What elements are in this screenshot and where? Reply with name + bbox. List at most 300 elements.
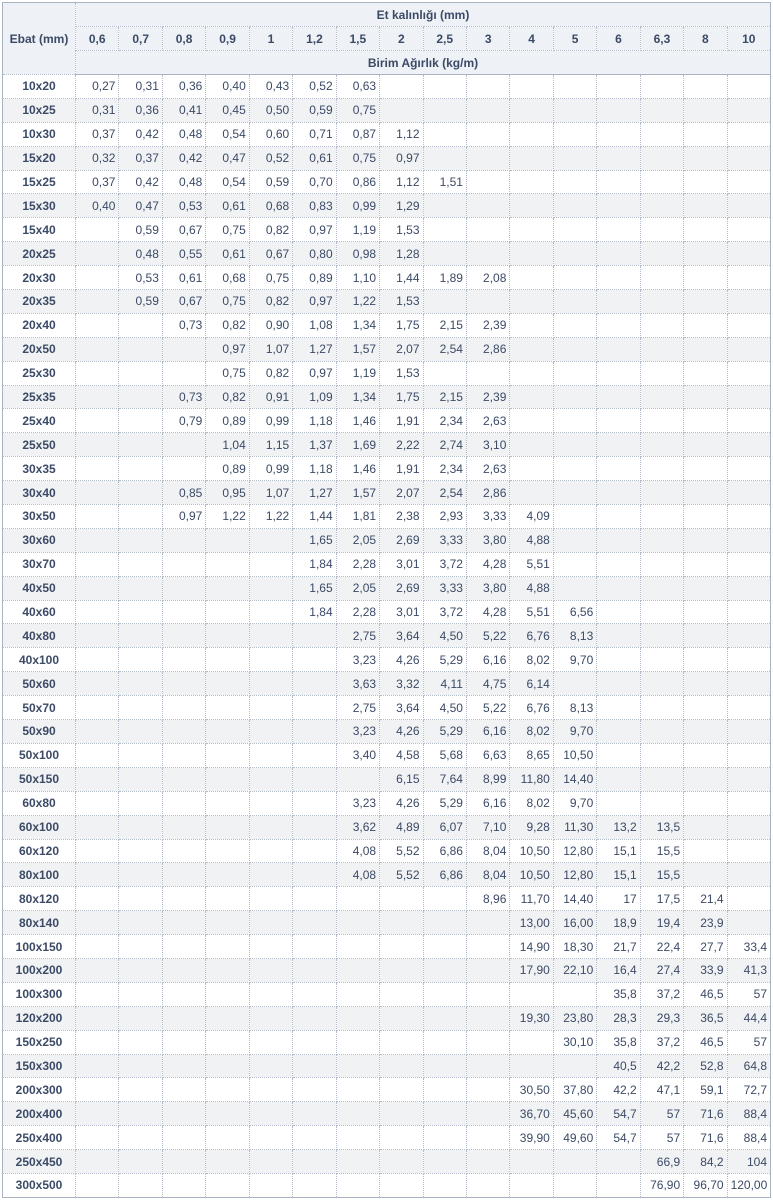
weight-cell: [640, 720, 683, 744]
weight-cell: 1,81: [336, 505, 379, 529]
weight-cell: 5,68: [423, 743, 466, 767]
weight-cell: 1,65: [293, 528, 336, 552]
thickness-header-cell: 0,6: [76, 27, 119, 51]
weight-cell: [727, 743, 770, 767]
weight-cell: [206, 815, 249, 839]
weight-cell: 4,09: [510, 505, 553, 529]
table-row: [3, 1173, 771, 1197]
table-row: [3, 911, 771, 935]
weight-cell: 19,30: [510, 1006, 553, 1030]
weight-cell: 4,08: [336, 863, 379, 887]
weight-cell: 3,32: [380, 672, 423, 696]
size-cell: 80x140: [3, 911, 76, 935]
weight-cell: 18,9: [597, 911, 640, 935]
weight-cell: 3,80: [466, 528, 509, 552]
weight-cell: 0,97: [293, 361, 336, 385]
weight-cell: [380, 1054, 423, 1078]
weight-cell: [640, 170, 683, 194]
weight-cell: [293, 1054, 336, 1078]
weight-cell: [336, 911, 379, 935]
table-row: [3, 815, 771, 839]
weight-cell: 0,60: [249, 122, 292, 146]
weight-cell: 2,15: [423, 385, 466, 409]
weight-cell: 1,91: [380, 457, 423, 481]
weight-cell: 1,44: [293, 505, 336, 529]
weight-cell: 1,46: [336, 457, 379, 481]
weight-cell: [119, 696, 162, 720]
weight-cell: [206, 958, 249, 982]
weight-cell: [162, 576, 205, 600]
weight-cell: 1,18: [293, 457, 336, 481]
weight-cell: 0,50: [249, 98, 292, 122]
weight-cell: [162, 552, 205, 576]
weight-cell: 0,95: [206, 481, 249, 505]
weight-cell: [640, 337, 683, 361]
weight-cell: [553, 337, 596, 361]
weight-cell: [727, 767, 770, 791]
weight-cell: 0,75: [249, 266, 292, 290]
size-cell: 150x250: [3, 1030, 76, 1054]
weight-cell: [423, 982, 466, 1006]
weight-cell: 0,97: [162, 505, 205, 529]
weight-cell: [380, 75, 423, 99]
size-cell: 40x100: [3, 648, 76, 672]
weight-cell: [684, 242, 727, 266]
weight-cell: [466, 982, 509, 1006]
weight-cell: [423, 290, 466, 314]
weight-cell: 5,22: [466, 696, 509, 720]
weight-cell: 2,07: [380, 481, 423, 505]
weight-cell: [119, 337, 162, 361]
weight-cell: [640, 290, 683, 314]
weight-cell: [684, 791, 727, 815]
size-cell: 25x40: [3, 409, 76, 433]
weight-cell: [76, 839, 119, 863]
weight-cell: [727, 863, 770, 887]
weight-cell: 29,3: [640, 1006, 683, 1030]
weight-cell: [76, 409, 119, 433]
table-row: [3, 146, 771, 170]
weight-cell: [162, 1030, 205, 1054]
weight-cell: [119, 433, 162, 457]
weight-cell: 71,6: [684, 1102, 727, 1126]
weight-cell: 2,39: [466, 313, 509, 337]
weight-cell: [684, 122, 727, 146]
weight-cell: 2,22: [380, 433, 423, 457]
weight-cell: 3,23: [336, 791, 379, 815]
weight-cell: [510, 98, 553, 122]
weight-cell: 1,34: [336, 385, 379, 409]
weight-cell: [119, 839, 162, 863]
weight-cell: [336, 767, 379, 791]
weight-cell: [640, 457, 683, 481]
weight-cell: [206, 528, 249, 552]
weight-cell: [553, 75, 596, 99]
weight-cell: 1,75: [380, 313, 423, 337]
weight-cell: [249, 1030, 292, 1054]
weight-cell: [249, 600, 292, 624]
weight-cell: [684, 815, 727, 839]
weight-cell: 1,65: [293, 576, 336, 600]
thickness-header-cell: 6: [597, 27, 640, 51]
weight-cell: [640, 313, 683, 337]
table-row: [3, 266, 771, 290]
weight-cell: 1,19: [336, 361, 379, 385]
weight-cell: [206, 911, 249, 935]
weight-cell: 2,75: [336, 696, 379, 720]
weight-cell: [553, 552, 596, 576]
weight-cell: 0,59: [293, 98, 336, 122]
weight-cell: [553, 1150, 596, 1174]
weight-cell: [249, 672, 292, 696]
weight-cell: [553, 194, 596, 218]
weight-cell: [76, 337, 119, 361]
table-row: [3, 170, 771, 194]
weight-cell: [380, 1173, 423, 1197]
weight-cell: 6,63: [466, 743, 509, 767]
weight-cell: 0,97: [380, 146, 423, 170]
weight-cell: [727, 839, 770, 863]
weight-cell: 0,82: [206, 313, 249, 337]
weight-cell: 84,2: [684, 1150, 727, 1174]
size-column-header: Ebat (mm): [3, 3, 76, 75]
weight-cell: 1,27: [293, 481, 336, 505]
size-cell: 200x400: [3, 1102, 76, 1126]
weight-cell: [119, 1126, 162, 1150]
weight-cell: 2,07: [380, 337, 423, 361]
weight-cell: [76, 958, 119, 982]
weight-cell: [206, 982, 249, 1006]
weight-cell: [249, 624, 292, 648]
weight-cell: [293, 648, 336, 672]
weight-cell: [293, 1173, 336, 1197]
weight-cell: [423, 75, 466, 99]
size-cell: 15x40: [3, 218, 76, 242]
weight-cell: 1,44: [380, 266, 423, 290]
weight-cell: [553, 122, 596, 146]
weight-cell: [249, 1102, 292, 1126]
weight-cell: 0,80: [293, 242, 336, 266]
weight-cell: [206, 887, 249, 911]
weight-cell: [293, 791, 336, 815]
weight-cell: [119, 528, 162, 552]
weight-cell: [640, 146, 683, 170]
weight-cell: [162, 1102, 205, 1126]
weight-cell: [76, 1078, 119, 1102]
table-row: [3, 481, 771, 505]
weight-cell: 0,91: [249, 385, 292, 409]
weight-cell: 5,52: [380, 863, 423, 887]
weight-cell: [727, 648, 770, 672]
weight-cell: [553, 505, 596, 529]
weight-cell: [684, 170, 727, 194]
weight-cell: [510, 457, 553, 481]
weight-cell: 0,75: [206, 290, 249, 314]
table-row: [3, 767, 771, 791]
weight-cell: 0,48: [162, 170, 205, 194]
weight-cell: [553, 481, 596, 505]
weight-cell: [206, 1030, 249, 1054]
weight-cell: 104: [727, 1150, 770, 1174]
weight-cell: [640, 385, 683, 409]
weight-cell: [640, 696, 683, 720]
table-header: [3, 3, 771, 75]
weight-cell: 8,65: [510, 743, 553, 767]
weight-cell: [206, 648, 249, 672]
weight-cell: [727, 552, 770, 576]
weight-cell: 49,60: [553, 1126, 596, 1150]
weight-cell: 9,70: [553, 720, 596, 744]
weight-cell: 0,97: [293, 290, 336, 314]
weight-cell: [466, 1030, 509, 1054]
weight-cell: [597, 361, 640, 385]
weight-cell: 1,09: [293, 385, 336, 409]
weight-cell: [597, 720, 640, 744]
weight-cell: [293, 887, 336, 911]
weight-cell: [684, 648, 727, 672]
weight-cell: 4,28: [466, 552, 509, 576]
weight-cell: [76, 1126, 119, 1150]
size-cell: 50x90: [3, 720, 76, 744]
weight-cell: [293, 982, 336, 1006]
weight-cell: 0,55: [162, 242, 205, 266]
weight-cell: 9,70: [553, 648, 596, 672]
weight-cell: [553, 672, 596, 696]
weight-cell: [684, 505, 727, 529]
weight-cell: [249, 576, 292, 600]
weight-cell: [640, 194, 683, 218]
weight-cell: 4,11: [423, 672, 466, 696]
weight-cell: 10,50: [510, 839, 553, 863]
thickness-header-cell: 0,9: [206, 27, 249, 51]
weight-cell: [727, 505, 770, 529]
weight-cell: [466, 242, 509, 266]
weight-cell: [380, 887, 423, 911]
weight-cell: [76, 1150, 119, 1174]
weight-cell: [293, 911, 336, 935]
size-cell: 300x500: [3, 1173, 76, 1197]
weight-cell: [293, 1006, 336, 1030]
weight-cell: [684, 194, 727, 218]
weight-cell: 3,23: [336, 648, 379, 672]
weight-cell: 2,63: [466, 409, 509, 433]
weight-cell: 0,75: [206, 361, 249, 385]
weight-cell: 15,5: [640, 863, 683, 887]
weight-cell: 1,15: [249, 433, 292, 457]
weight-cell: 36,5: [684, 1006, 727, 1030]
weight-cell: 3,23: [336, 720, 379, 744]
weight-cell: 13,2: [597, 815, 640, 839]
weight-cell: [76, 935, 119, 959]
weight-cell: 1,51: [423, 170, 466, 194]
weight-cell: [76, 528, 119, 552]
weight-cell: [727, 672, 770, 696]
weight-cell: [76, 863, 119, 887]
weight-cell: [162, 791, 205, 815]
table-row: [3, 887, 771, 911]
weight-cell: [727, 218, 770, 242]
weight-cell: [293, 958, 336, 982]
weight-cell: [206, 1006, 249, 1030]
size-cell: 25x35: [3, 385, 76, 409]
weight-cell: 0,67: [249, 242, 292, 266]
thickness-header-cell: 2,5: [423, 27, 466, 51]
weight-cell: [553, 290, 596, 314]
weight-cell: [553, 433, 596, 457]
weight-cell: [510, 481, 553, 505]
weight-cell: 0,89: [206, 409, 249, 433]
weight-cell: [727, 720, 770, 744]
weight-cell: 27,4: [640, 958, 683, 982]
weight-cell: 6,16: [466, 791, 509, 815]
weight-cell: 14,40: [553, 887, 596, 911]
table-row: [3, 552, 771, 576]
weight-cell: [727, 337, 770, 361]
weight-cell: [510, 385, 553, 409]
weight-cell: [162, 935, 205, 959]
weight-cell: 1,19: [336, 218, 379, 242]
weight-cell: [466, 218, 509, 242]
weight-cell: [684, 433, 727, 457]
table-row: [3, 194, 771, 218]
weight-cell: 4,50: [423, 696, 466, 720]
weight-cell: 52,8: [684, 1054, 727, 1078]
weight-cell: [119, 361, 162, 385]
weight-cell: [510, 1054, 553, 1078]
weight-cell: [684, 624, 727, 648]
weight-cell: 8,02: [510, 648, 553, 672]
weight-cell: [76, 290, 119, 314]
weight-cell: 0,61: [293, 146, 336, 170]
weight-cell: [76, 218, 119, 242]
weight-cell: [684, 361, 727, 385]
weight-cell: 2,69: [380, 576, 423, 600]
size-cell: 10x25: [3, 98, 76, 122]
size-cell: 20x25: [3, 242, 76, 266]
weight-cell: 120,00: [727, 1173, 770, 1197]
thickness-header-cell: 0,8: [162, 27, 205, 51]
weight-cell: 16,4: [597, 958, 640, 982]
weight-cell: 57: [727, 1030, 770, 1054]
weight-cell: [119, 1173, 162, 1197]
weight-cell: [684, 528, 727, 552]
weight-cell: [597, 696, 640, 720]
weight-cell: 2,05: [336, 528, 379, 552]
weight-cell: [423, 935, 466, 959]
weight-cell: [119, 624, 162, 648]
size-cell: 10x30: [3, 122, 76, 146]
weight-cell: [249, 767, 292, 791]
weight-cell: [162, 648, 205, 672]
weight-cell: [76, 266, 119, 290]
weight-cell: [510, 361, 553, 385]
weight-cell: 6,86: [423, 839, 466, 863]
weight-cell: 18,30: [553, 935, 596, 959]
thickness-header-cell: 5: [553, 27, 596, 51]
weight-cell: [206, 1054, 249, 1078]
weight-cell: 0,86: [336, 170, 379, 194]
weight-cell: [640, 767, 683, 791]
weight-cell: [336, 1006, 379, 1030]
weight-cell: 54,7: [597, 1102, 640, 1126]
size-cell: 25x30: [3, 361, 76, 385]
weight-cell: [162, 982, 205, 1006]
weight-cell: 0,37: [119, 146, 162, 170]
weight-cell: [119, 887, 162, 911]
weight-cell: [466, 1006, 509, 1030]
weight-cell: 23,9: [684, 911, 727, 935]
weight-cell: [597, 481, 640, 505]
weight-cell: 3,64: [380, 696, 423, 720]
weight-cell: [553, 170, 596, 194]
weight-cell: [76, 911, 119, 935]
weight-cell: 21,7: [597, 935, 640, 959]
weight-cell: 6,76: [510, 624, 553, 648]
size-cell: 30x40: [3, 481, 76, 505]
weight-cell: [684, 696, 727, 720]
weight-cell: [76, 505, 119, 529]
weight-cell: [553, 266, 596, 290]
weight-cell: [553, 457, 596, 481]
weight-cell: [76, 791, 119, 815]
weight-cell: 1,22: [206, 505, 249, 529]
weight-cell: [597, 767, 640, 791]
weight-cell: [119, 767, 162, 791]
weight-cell: 5,29: [423, 720, 466, 744]
weight-cell: 1,57: [336, 337, 379, 361]
table-row: [3, 791, 771, 815]
weight-cell: 0,40: [206, 75, 249, 99]
weight-cell: [119, 552, 162, 576]
weight-cell: [249, 1126, 292, 1150]
weight-cell: [336, 1102, 379, 1126]
table-row: [3, 218, 771, 242]
weight-cell: [119, 1006, 162, 1030]
weight-cell: 0,85: [162, 481, 205, 505]
weight-cell: [249, 1006, 292, 1030]
weight-cell: 0,75: [336, 146, 379, 170]
weight-cell: 19,4: [640, 911, 683, 935]
size-cell: 15x25: [3, 170, 76, 194]
weight-cell: [162, 457, 205, 481]
weight-cell: 2,34: [423, 457, 466, 481]
weight-cell: 0,43: [249, 75, 292, 99]
table-row: [3, 242, 771, 266]
weight-cell: [249, 1173, 292, 1197]
thickness-values-row: [3, 27, 771, 51]
weight-cell: 4,08: [336, 839, 379, 863]
weight-cell: 12,80: [553, 839, 596, 863]
weight-cell: 0,59: [119, 290, 162, 314]
weight-cell: [380, 911, 423, 935]
weight-cell: 0,82: [249, 290, 292, 314]
weight-cell: 1,37: [293, 433, 336, 457]
weight-cell: [553, 1054, 596, 1078]
weight-cell: [423, 1030, 466, 1054]
thickness-header-cell: 2: [380, 27, 423, 51]
weight-cell: [162, 1150, 205, 1174]
weight-cell: 13,5: [640, 815, 683, 839]
weight-cell: [597, 98, 640, 122]
weight-cell: [597, 75, 640, 99]
weight-cell: 2,86: [466, 337, 509, 361]
size-cell: 60x80: [3, 791, 76, 815]
weight-cell: [293, 767, 336, 791]
weight-cell: [510, 290, 553, 314]
weight-cell: [293, 624, 336, 648]
table-row: [3, 1150, 771, 1174]
weight-cell: 0,71: [293, 122, 336, 146]
